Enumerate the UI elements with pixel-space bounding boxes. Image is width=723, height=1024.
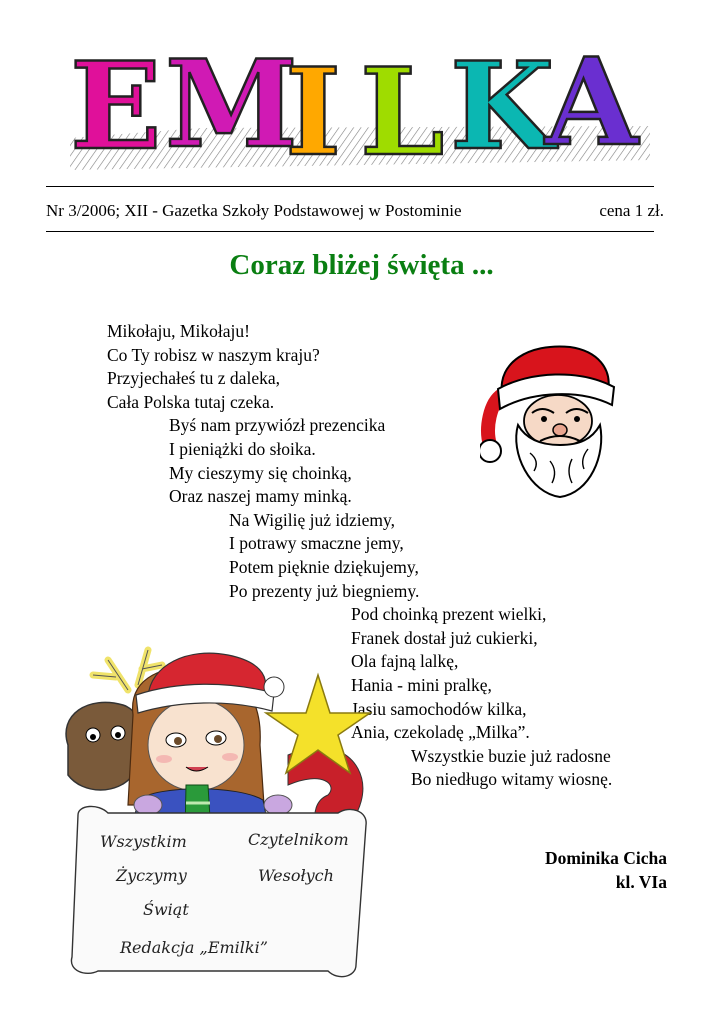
top-rule <box>46 186 654 187</box>
poem-line: My cieszymy się choinką, <box>169 462 352 483</box>
poem-line: Co Ty robisz w naszym kraju? <box>107 344 320 365</box>
author-block <box>545 846 667 894</box>
poem-line: Franek dostał już cukierki, <box>351 627 538 648</box>
scroll-text-line: Wesołych <box>258 866 334 885</box>
masthead-letter: I <box>285 42 342 180</box>
poem-line: I potrawy smaczne jemy, <box>229 533 404 554</box>
masthead-letter: M <box>165 34 298 175</box>
masthead-letter: L <box>360 42 445 180</box>
poem-line: Cała Polska tutaj czeka. <box>107 391 275 412</box>
masthead-logo <box>70 30 650 180</box>
price: cena 1 zł. <box>599 201 664 220</box>
poem-line: Byś nam przywiózł prezencika <box>169 415 386 436</box>
christmas-drawing <box>38 635 383 985</box>
poem-line: Bo niedługo witamy wiosnę. <box>411 769 613 790</box>
poem-line: Ola fajną lalkę, <box>351 651 459 672</box>
santa-illustration <box>480 333 625 503</box>
author-name: Dominika Cicha <box>544 848 667 868</box>
scroll-text-line: Czytelnikom <box>248 830 349 849</box>
poem-line: Pod choinką prezent wielki, <box>351 604 547 625</box>
poem-line: Hania - mini pralkę, <box>351 674 492 695</box>
poem-line: Na Wigilię już idziemy, <box>229 509 395 530</box>
masthead-letter: A <box>545 32 639 173</box>
masthead-letter: K <box>450 36 555 177</box>
issue-line <box>46 201 664 221</box>
poem-line: Wszystkie buzie już radosne <box>411 745 611 766</box>
bottom-rule <box>46 231 654 232</box>
article-title: Coraz bliżej święta ... <box>229 249 494 281</box>
scroll-text-line: Wszystkim <box>100 832 187 851</box>
masthead-letter: E <box>70 36 162 177</box>
issue-info: Nr 3/2006; XII - Gazetka Szkoły Podstawowej w Postominie <box>46 201 462 220</box>
author-class: kl. VIa <box>615 872 667 892</box>
poem-line: Ania, czekoladę „Milka”. <box>351 722 530 743</box>
poem-line: I pieniążki do słoika. <box>169 438 316 459</box>
scroll-text-line: Życzymy <box>116 866 187 885</box>
poem-line: Po prezenty już biegniemy. <box>229 580 420 601</box>
poem-line: Potem pięknie dziękujemy, <box>229 556 419 577</box>
scroll-text-line: Świąt <box>143 900 189 919</box>
poem-line: Oraz naszej mamy minką. <box>169 486 352 507</box>
poem-line: Przyjechałeś tu z daleka, <box>107 368 280 389</box>
poem-line: Jasiu samochodów kilka, <box>351 698 527 719</box>
scroll-text-line: Redakcja „Emilki” <box>120 938 268 957</box>
poem-line: Mikołaju, Mikołaju! <box>107 321 250 341</box>
